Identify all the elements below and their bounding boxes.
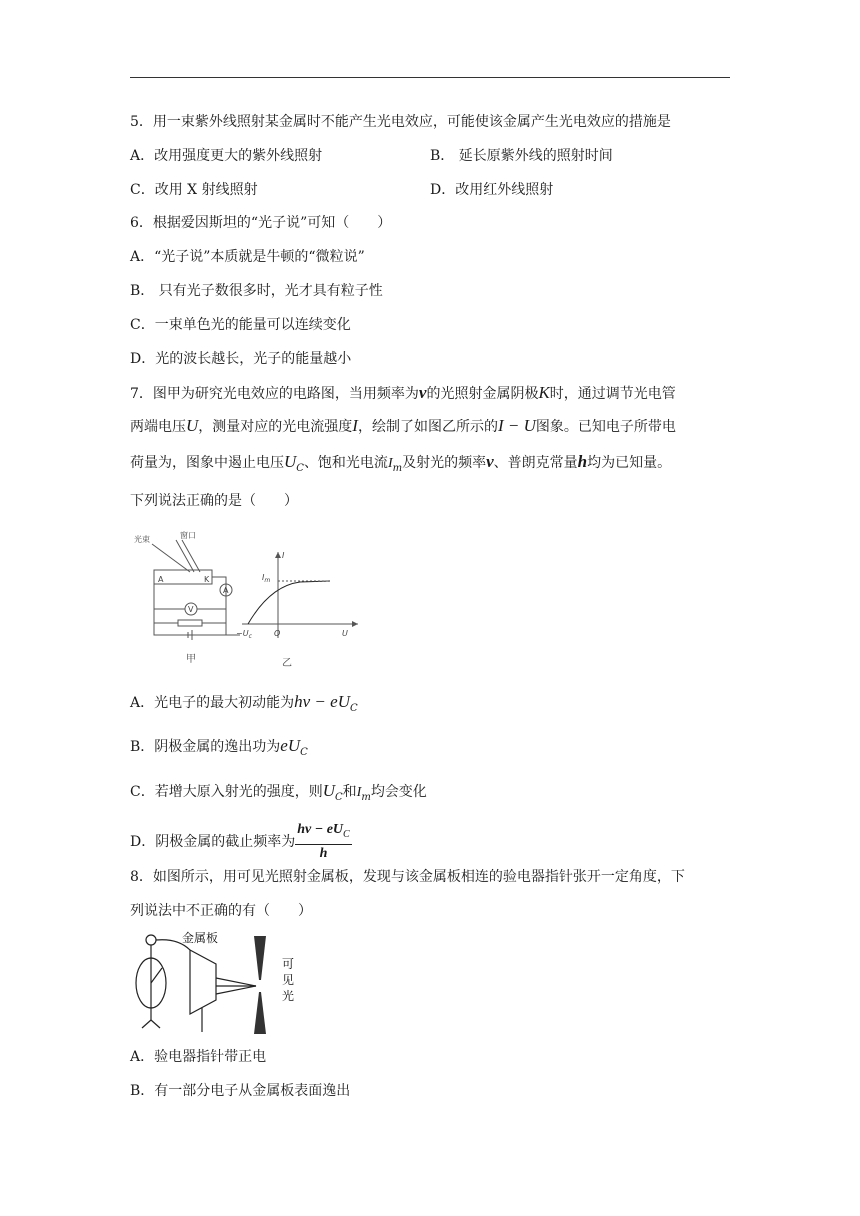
- q6-option-c: C．一束单色光的能量可以连续变化: [130, 317, 351, 333]
- electroscope-needle: [151, 968, 162, 983]
- light-beam-line: [152, 544, 190, 572]
- graph-neg-uc-label: $-U_c$: [236, 629, 252, 640]
- q7-line-4: 下列说法正确的是（ ）: [130, 493, 298, 509]
- anode-label: A: [158, 575, 164, 584]
- q5-option-c: C．改用 X 射线照射: [130, 182, 258, 198]
- visible-light-label: 见: [282, 973, 295, 987]
- cutoff-frequency-fraction: $\frac{h\nu - eU_C}{h}$: [297, 822, 350, 861]
- window-label: 窗口: [180, 531, 196, 540]
- q7-option-c: C．若增大原入射光的强度，则$U_C$和$I_m$均会变化: [130, 781, 427, 803]
- header-rule: [130, 77, 730, 78]
- q5-option-d: D．改用红外线照射: [430, 182, 554, 198]
- q7-figure: [130, 528, 370, 670]
- electroscope-foot: [142, 1020, 151, 1028]
- graph-origin-label: O: [274, 629, 281, 638]
- metal-plate: [190, 950, 216, 1014]
- q5-stem: 5．用一束紫外线照射某金属时不能产生光电效应，可能使该金属产生光电效应的措施是: [130, 114, 671, 130]
- q5-option-a: A．改用强度更大的紫外线照射: [130, 148, 323, 164]
- u-axis-arrow: [352, 621, 358, 627]
- q8-figure: [130, 928, 310, 1036]
- q7-option-a: A．光电子的最大初动能为$h\nu - eU_C$: [130, 692, 358, 714]
- visible-light-label: 光: [282, 989, 295, 1003]
- iu-curve: [248, 581, 330, 624]
- cathode-label: K: [204, 575, 210, 584]
- q8-option-b: B．有一部分电子从金属板表面逸出: [130, 1083, 351, 1099]
- q7-line-1: 7．图甲为研究光电效应的电路图，当用频率为ν的光照射金属阴极K时，通过调节光电管: [130, 383, 676, 402]
- figure-yi-label: 乙: [282, 658, 292, 669]
- q6-option-a: A．“光子说”本质就是牛顿的“微粒说”: [130, 249, 365, 265]
- light-source-lower: [254, 992, 266, 1034]
- q8-option-a: A．验电器指针带正电: [130, 1049, 267, 1065]
- i-axis-arrow: [275, 552, 281, 558]
- q7-line-3: 荷量为，图象中遏止电压$U_C$、饱和光电流$I_m$及射光的频率ν、普朗克常量h均为已知量。: [130, 452, 672, 474]
- light-label: 光束: [134, 535, 150, 544]
- graph-u-label: U: [342, 629, 348, 638]
- q8-line-1: 8．如图所示，用可见光照射金属板，发现与该金属板相连的验电器指针张开一定角度，下: [130, 869, 685, 885]
- graph-i-label: I: [282, 551, 285, 560]
- light-ray: [216, 978, 256, 986]
- q7-line-2: 两端电压U，测量对应的光电流强度I，绘制了如图乙所示的I − U图象。已知电子所带电: [130, 416, 676, 435]
- q5-option-b: B． 延长原紫外线的照射时间: [430, 148, 613, 164]
- visible-light-label: 可: [282, 957, 295, 971]
- electroscope-knob: [146, 935, 156, 945]
- q8-line-2: 列说法中不正确的有（ ）: [130, 903, 312, 919]
- graph-im-label: $I_m$: [262, 573, 271, 584]
- q7-option-d: D．阴极金属的截止频率为 $\frac{h\nu - eU_C}{h}$: [130, 822, 350, 861]
- q6-stem: 6．根据爱因斯坦的“光子说”可知（ ）: [130, 215, 392, 231]
- rheostat: [178, 620, 202, 626]
- q6-option-d: D．光的波长越长，光子的能量越小: [130, 351, 352, 367]
- figure-jia-label: 甲: [186, 654, 196, 665]
- light-ray: [216, 986, 256, 994]
- q6-option-b: B． 只有光子数很多时，光才具有粒子性: [130, 283, 383, 299]
- metal-plate-label: 金属板: [182, 931, 219, 945]
- light-source-upper: [254, 936, 266, 980]
- electroscope-foot: [151, 1020, 160, 1028]
- ammeter-label: A: [223, 586, 229, 595]
- q7-option-b: B．阴极金属的逸出功为$eU_C$: [130, 736, 308, 758]
- voltmeter-label: V: [188, 605, 194, 614]
